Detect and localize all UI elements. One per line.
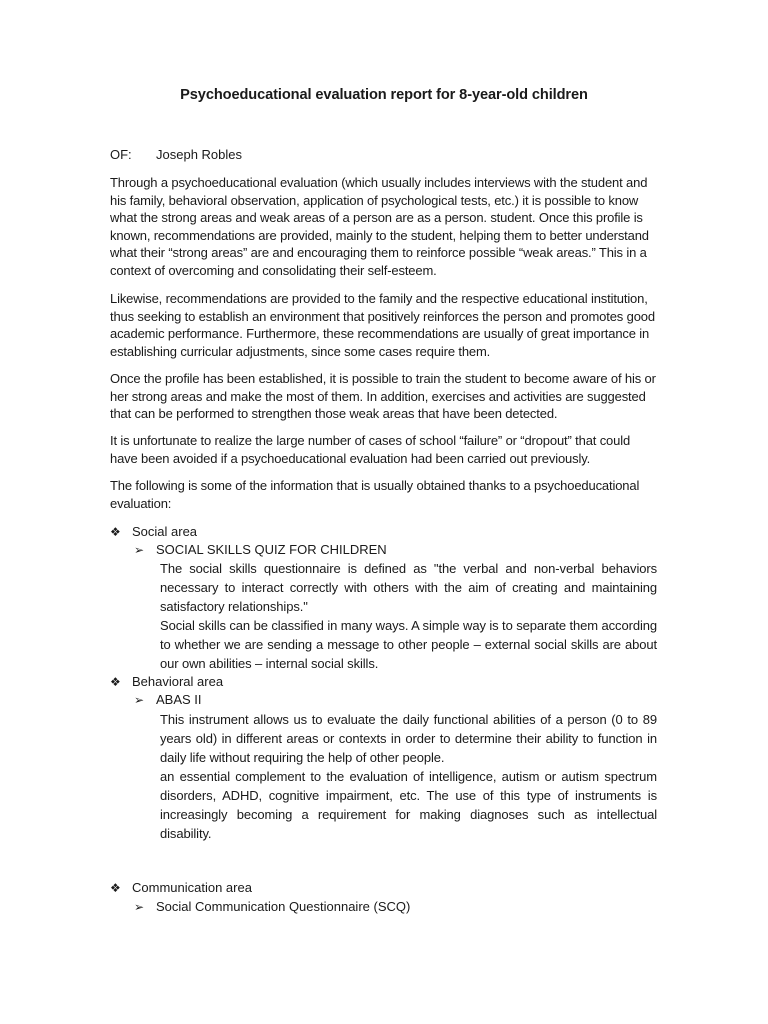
arrow-bullet-icon: ➢ <box>134 900 145 914</box>
area-label: Behavioral area <box>132 674 224 689</box>
list-item-communication-instrument <box>134 898 410 916</box>
arrow-bullet-icon: ➢ <box>134 543 145 557</box>
list-item-social-area <box>110 523 197 541</box>
paragraph-profile: Once the profile has been established, it is possible to train the student to become aware of his or her strong areas and make the most of them. In addition, exercises and activities are suggested that can be performed to strengthen those weak areas that have been detected. <box>110 371 656 422</box>
instrument-label: ABAS II <box>156 692 202 707</box>
paragraph-family: Likewise, recommendations are provided to the family and the respective educational institution, thus seeking to establish an environment that positively reinforces the person and promotes good academic performance. Furthermore, these recommendations are usually of great importance in establishing curricular adjustments, since some cases require them. <box>110 291 655 359</box>
paragraph-intro: Through a psychoeducational evaluation (which usually includes interviews with the student and his family, behavioral observation, application of psychological tests, etc.) it is possible to know what the strong areas and weak areas of a person are as a person. student. Once this profile is known, recommendations are provided, mainly to the student, helping them to better understand what their “strong areas” are and encouraging them to reinforce possible “weak areas.” This in a context of overcoming and consolidating their self-esteem. <box>110 175 649 278</box>
paragraph-failure: It is unfortunate to realize the large number of cases of school “failure” or “dropout” that could have been avoided if a psychoeducational evaluation had been carried out previously. <box>110 433 631 466</box>
arrow-bullet-icon: ➢ <box>134 693 145 707</box>
list-item-behavioral-instrument <box>134 691 202 709</box>
list-item-communication-area <box>110 879 252 897</box>
list-item-social-instrument <box>134 541 387 559</box>
diamond-bullet-icon: ❖ <box>110 525 121 539</box>
of-label: OF: <box>110 147 132 162</box>
diamond-bullet-icon: ❖ <box>110 881 121 895</box>
social-text-1: The social skills questionnaire is defined as "the verbal and non-verbal behaviors necessary to interact correctly with others with the aim of creating and maintaining satisfactory relationships." <box>160 561 657 614</box>
behavioral-text-1: This instrument allows us to evaluate the daily functional abilities of a person (0 to 89 years old) in different areas or contexts in order to determine their ability to function in daily life without requiring the help of other people. <box>160 712 657 765</box>
area-label: Communication area <box>132 880 252 895</box>
paragraph-following: The following is some of the information that is usually obtained thanks to a psychoeducational evaluation: <box>110 478 640 511</box>
social-text-2: Social skills can be classified in many ways. A simple way is to separate them according to whether we are sending a message to other people – external social skills are about our own abilities – internal social skills. <box>160 618 657 671</box>
of-line <box>110 147 242 162</box>
behavioral-text-2: an essential complement to the evaluation of intelligence, autism or autism spectrum disorders, ADHD, cognitive impairment, etc. The use of this type of instruments is increasingly becoming a requirement for making diagnoses such as intellectual disability. <box>160 769 657 841</box>
diamond-bullet-icon: ❖ <box>110 675 121 689</box>
list-item-behavioral-area <box>110 673 223 691</box>
student-name: Joseph Robles <box>156 147 242 162</box>
area-label: Social area <box>132 524 198 539</box>
instrument-label: SOCIAL SKILLS QUIZ FOR CHILDREN <box>156 542 387 557</box>
instrument-label: Social Communication Questionnaire (SCQ) <box>156 899 411 914</box>
document-title: Psychoeducational evaluation report for 8-year-old children <box>180 87 588 103</box>
